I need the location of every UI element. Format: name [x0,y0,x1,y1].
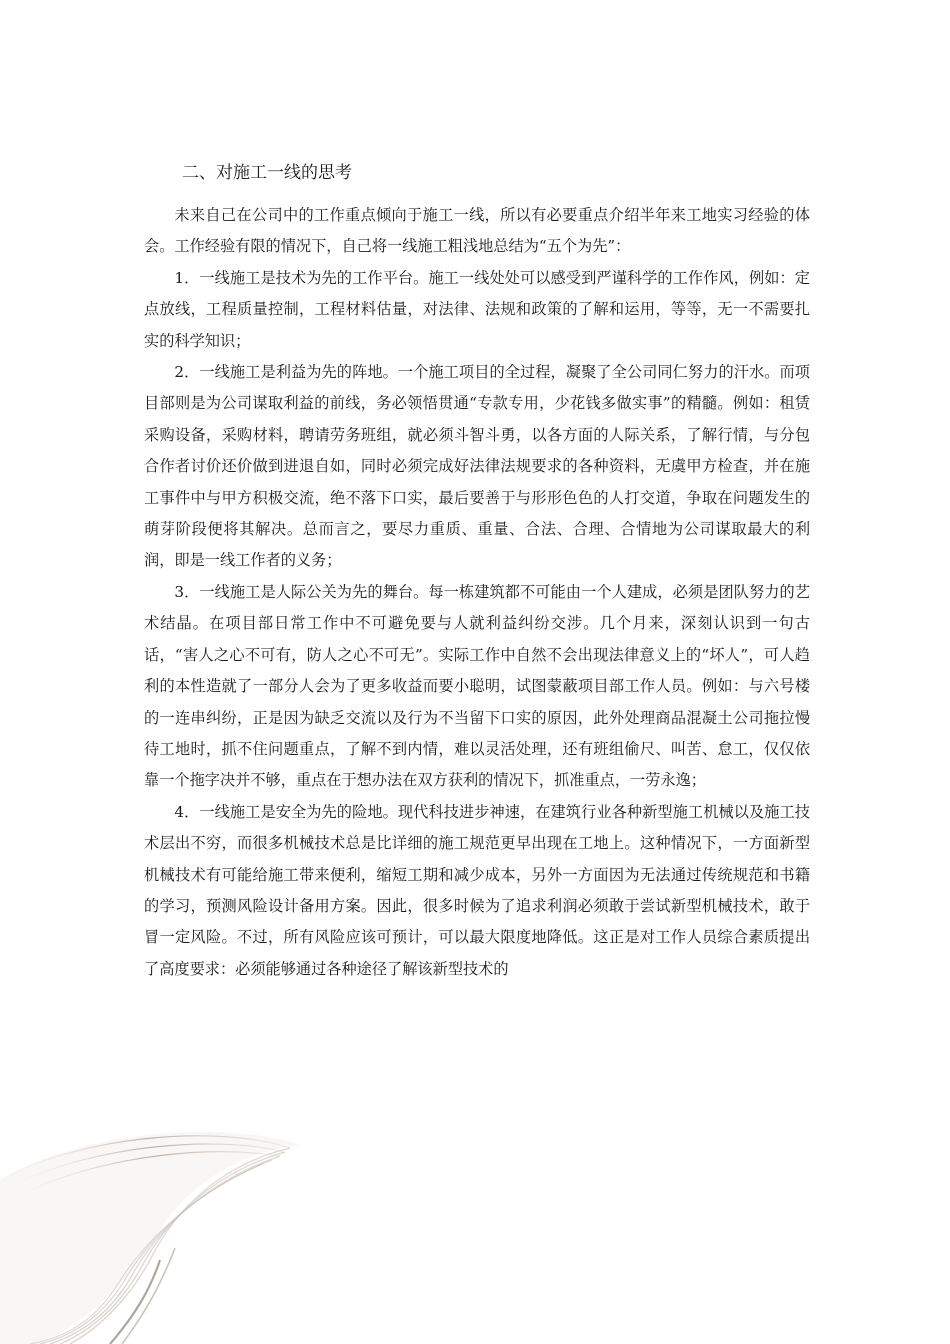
document-body [144,154,810,985]
decorative-swoosh [0,1120,340,1344]
section-heading: 二、对施工一线的思考 [182,163,352,183]
paragraph-intro: 未来自己在公司中的工作重点倾向于施工一线，所以有必要重点介绍半年来工地实习经验的体会。工作经验有限的情况下，自己将一线施工粗浅地总结为“五个为先”： [144,206,810,256]
paragraph-point-3: 3．一线施工是人际公关为先的舞台。每一栋建筑都不可能由一个人建成，必须是团队努力的艺术结晶。在项目部日常工作中不可避免要与人就利益纠纷交涉。几个月来，深刻认识到一句古话，“害人之心不可有，防人之心不可无”。实际工作中自然不会出现法律意义上的“坏人”，可人趋利的本性造就了一部分人会为了更多收益而要小聪明，试图蒙蔽项目部工作人员。例如：与六号楼的一连串纠纷，正是因为缺乏交流以及行为不当留下口实的原因，此外处理商品混凝土公司拖拉慢待工地时，抓不住问题重点，了解不到内情，难以灵活处理，还有班组偷尺、叫苦、怠工，仅仅依靠一个拖字决并不够，重点在于想办法在双方获利的情况下，抓准重点，一劳永逸； [144,582,810,790]
paragraph-point-1: 1．一线施工是技术为先的工作平台。施工一线处处可以感受到严谨科学的工作作风，例如：定点放线，工程质量控制，工程材料估量，对法律、法规和政策的了解和运用，等等，无一不需要扎实的科学知识； [144,268,810,350]
paragraph-point-4: 4．一线施工是安全为先的险地。现代科技进步神速，在建筑行业各种新型施工机械以及施工技术层出不穷，而很多机械技术总是比详细的施工规范更早出现在工地上。这种情况下，一方面新型机械技术有可能给施工带来便利，缩短工期和减少成本，另外一方面因为无法通过传统规范和书籍的学习，预测风险设计备用方案。因此，很多时候为了追求利润必须敢于尝试新型机械技术，敢于冒一定风险。不过，所有风险应该可预计，可以最大限度地降低。这正是对工作人员综合素质提出了高度要求：必须能够通过各种途径了解该新型技术的 [144,802,810,978]
paragraph-point-2: 2．一线施工是利益为先的阵地。一个施工项目的全过程，凝聚了全公司同仁努力的汗水。而项目部则是为公司谋取利益的前线，务必领悟贯通“专款专用，少花钱多做实事”的精髓。例如：租赁采购设备，采购材料，聘请劳务班组，就必须斗智斗勇，以各方面的人际关系，了解行情，与分包合作者讨价还价做到进退自如，同时必须完成好法律法规要求的各种资料，无虞甲方检查，并在施工事件中与甲方积极交流，绝不落下口实，最后要善于与形形色色的人打交道，争取在问题发生的萌芽阶段便将其解决。总而言之，要尽力重质、重量、合法、合理、合情地为公司谋取最大的利润，即是一线工作者的义务； [144,363,810,570]
